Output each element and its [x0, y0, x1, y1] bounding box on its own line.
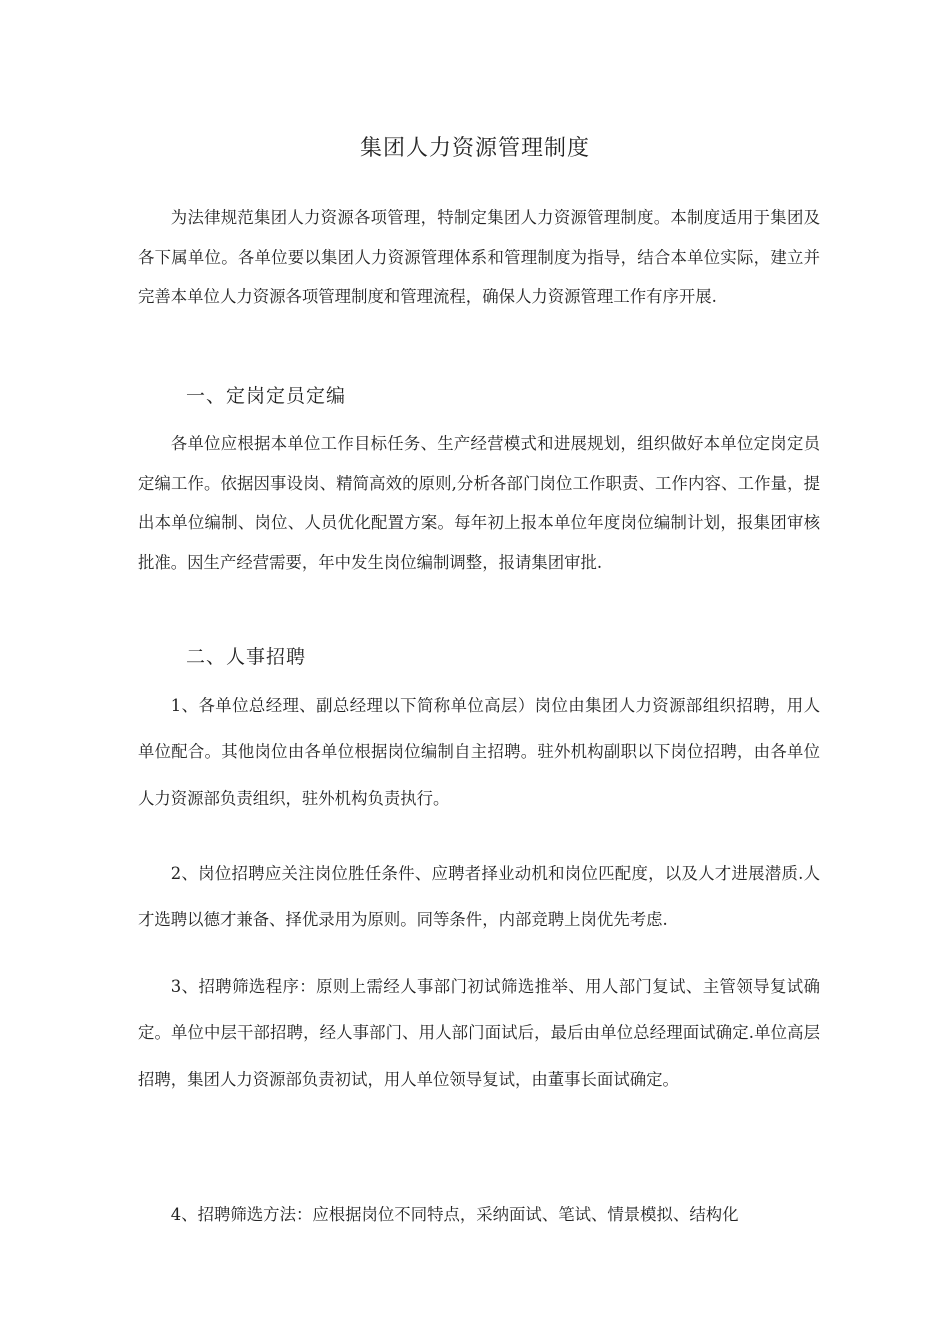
document-title: 集团人力资源管理制度 [359, 136, 590, 161]
recruitment-item-4: 4、招聘筛选方法：应根据岗位不同特点，采纳面试、笔试、情景模拟、结构化 [170, 1205, 739, 1224]
recruitment-item-3: 3、招聘筛选程序：原则上需经人事部门初试筛选推举、用人部门复试、主管领导复试确定。单位中层干部招聘，经人事部门、用人部门面试后，最后由单位总经理面试确定.单位高层招聘，集团人力资源部负责初试，用人单位领导复试，由董事长面试确定。 [138, 977, 820, 1089]
recruitment-item-2: 2、岗位招聘应关注岗位胜任条件、应聘者择业动机和岗位匹配度，以及人才进展潜质.人才选聘以德才兼备、择优录用为原则。同等条件，内部竞聘上岗优先考虑. [138, 864, 820, 930]
section-heading-staffing: 一、定岗定员定编 [186, 385, 347, 407]
intro-paragraph: 为法律规范集团人力资源各项管理，特制定集团人力资源管理制度。本制度适用于集团及各下属单位。各单位要以集团人力资源管理体系和管理制度为指导，结合本单位实际，建立并完善本单位人力资源各项管理制度和管理流程，确保人力资源管理工作有序开展. [138, 208, 820, 307]
section-heading-recruitment: 二、人事招聘 [186, 646, 307, 668]
recruitment-item-1: 1、各单位总经理、副总经理以下简称单位高层）岗位由集团人力资源部组织招聘，用人单位配合。其他岗位由各单位根据岗位编制自主招聘。驻外机构副职以下岗位招聘，由各单位人力资源部负责组织，驻外机构负责执行。 [138, 696, 820, 808]
section-staffing-body: 各单位应根据本单位工作目标任务、生产经营模式和进展规划，组织做好本单位定岗定员定编工作。依据因事设岗、精简高效的原则,分析各部门岗位工作职责、工作内容、工作量，提出本单位编制、岗位、人员优化配置方案。每年初上报本单位年度岗位编制计划，报集团审核批准。因生产经营需要，年中发生岗位编制调整，报请集团审批. [138, 434, 820, 573]
